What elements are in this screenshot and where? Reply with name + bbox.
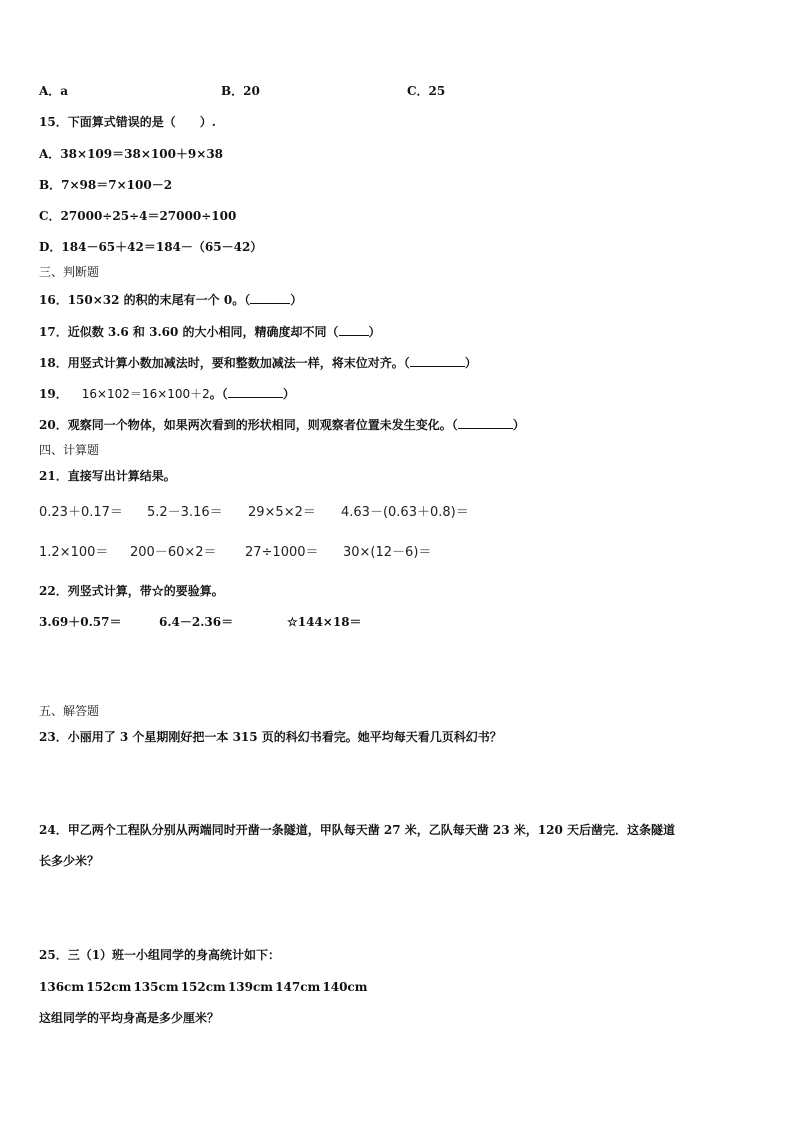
q19-close: ） — [282, 387, 295, 401]
q17-answer-blank[interactable] — [339, 323, 369, 336]
q25-data: 136cm 152cm 135cm 152cm 139cm 147cm 140cm — [39, 980, 368, 994]
q17-close: ） — [368, 325, 381, 339]
q18-answer-blank[interactable] — [410, 354, 465, 367]
q16-text: 16．150×32 的积的末尾有一个 0。（ — [39, 293, 251, 307]
q21-row1-item4: 4.63－(0.63＋0.8)＝ — [341, 505, 469, 520]
q15-stem: 15．下面算式错误的是（ ）. — [39, 115, 216, 129]
q18-text: 18．用竖式计算小数加减法时，要和整数加减法一样，将末位对齐。（ — [39, 356, 410, 370]
q19-answer-blank[interactable] — [228, 385, 283, 398]
q14-option-a: A．a — [39, 84, 69, 98]
q16 — [39, 291, 302, 308]
q20-close: ） — [512, 418, 525, 432]
q15-option-d: D．184－65＋42＝184－（65－42） — [39, 240, 263, 254]
q17 — [39, 323, 381, 340]
q20-text: 20．观察同一个物体，如果两次看到的形状相同，则观察者位置未发生变化。（ — [39, 418, 458, 432]
q22-item3: ☆144×18＝ — [287, 615, 362, 629]
q21-row1-item2: 5.2－3.16＝ — [147, 505, 223, 520]
q21-row1-item3: 29×5×2＝ — [248, 505, 316, 520]
q20 — [39, 416, 525, 433]
q14-option-c: C．25 — [407, 84, 446, 98]
q21-row2-item2: 200－60×2＝ — [130, 545, 217, 560]
q14-option-b: B．20 — [221, 84, 260, 98]
q15-option-b: B．7×98＝7×100－2 — [39, 178, 173, 192]
q18-close: ） — [464, 356, 477, 370]
q16-answer-blank[interactable] — [250, 291, 290, 304]
q21-stem: 21．直接写出计算结果。 — [39, 469, 176, 483]
q21-row1-item1: 0.23＋0.17＝ — [39, 505, 123, 520]
q18 — [39, 354, 477, 371]
q19-math: 16×102＝16×100＋2 — [81, 387, 210, 401]
q15-option-c: C．27000÷25÷4＝27000÷100 — [39, 209, 237, 223]
q21-row2-item1: 1.2×100＝ — [39, 545, 109, 560]
q19-tail: 。（ — [209, 387, 228, 401]
q15-option-a: A．38×109＝38×100＋9×38 — [39, 147, 224, 161]
q25-question: 这组同学的平均身高是多少厘米？ — [39, 1011, 220, 1025]
q25-stem: 25．三（1）班一小组同学的身高统计如下： — [39, 948, 281, 962]
q21-row2-item3: 27÷1000＝ — [245, 545, 319, 560]
q16-close: ） — [290, 293, 303, 307]
q19 — [39, 385, 295, 402]
section3-title: 三、判断题 — [39, 265, 100, 279]
q22-stem: 22．列竖式计算，带☆的要验算。 — [39, 584, 224, 598]
q23: 23．小丽用了 3 个星期刚好把一本 315 页的科幻书看完。她平均每天看几页科幻书？ — [39, 730, 502, 744]
q17-text: 17．近似数 3.6 和 3.60 的大小相同，精确度却不同（ — [39, 325, 339, 339]
q22-item1: 3.69＋0.57＝ — [39, 615, 122, 629]
q21-row2-item4: 30×(12－6)＝ — [343, 545, 432, 560]
q24-line2: 长多少米？ — [39, 854, 100, 868]
q24-line1: 24．甲乙两个工程队分别从两端同时开凿一条隧道，甲队每天凿 27 米，乙队每天凿 23 米，120 天后凿完．这条隧道 — [39, 823, 676, 837]
section5-title: 五、解答题 — [39, 704, 100, 718]
q22-item2: 6.4－2.36＝ — [159, 615, 234, 629]
q20-answer-blank[interactable] — [458, 416, 513, 429]
section4-title: 四、计算题 — [39, 443, 100, 457]
q19-text: 19． — [39, 387, 68, 401]
